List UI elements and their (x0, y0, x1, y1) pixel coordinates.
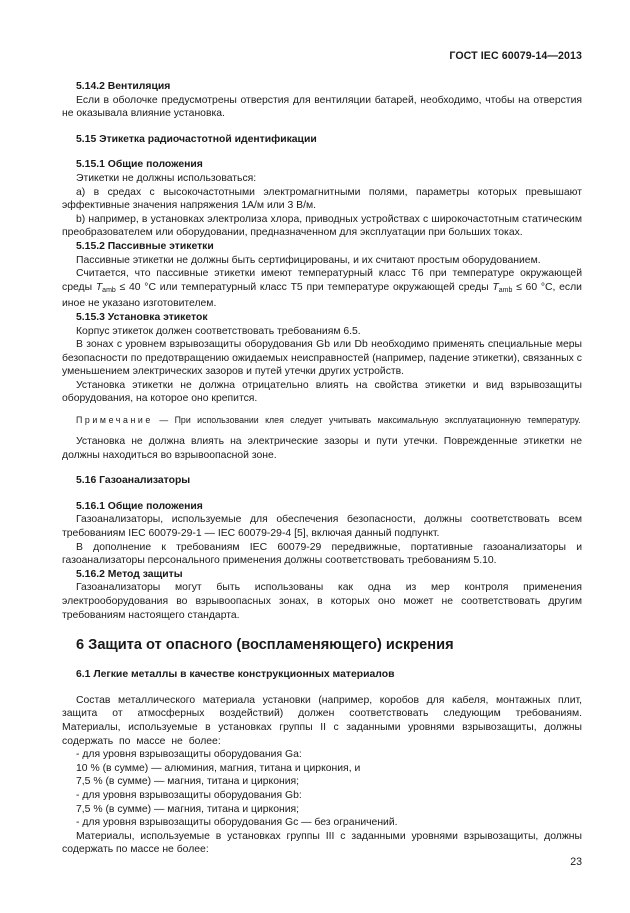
list-item: - для уровня взрывозащиты оборудования Ga: (76, 749, 302, 761)
list-item: 10 % (в сумме) — алюминия, магния, титана и циркония, и (76, 762, 361, 774)
heading-5-16-1: 5.16.1 Общие положения (76, 500, 203, 512)
t-amb-subscript: amb (498, 286, 513, 294)
paragraph: Состав металлического материала установки (например, коробов для кабеля, монтажных плит, защита от атмосферных воздействий) должен соответствовать следующим требованиям. Материалы, используемые в установках группы II с заданными уровнями взрывозащиты, должны содержать по массе не более: (62, 694, 582, 747)
list-item: - для уровня взрывозащиты оборудования Gb: (76, 789, 302, 801)
paragraph: а) в средах с высокочастотными электромагнитными полями, параметры которых превышают эффективные значения напряжения 1А/м или 3 В/м. (62, 186, 582, 212)
paragraph: Установка не должна влиять на электрические зазоры и пути утечки. Поврежденные этикетки не должны находиться во взрывоопасной зоне. (62, 436, 582, 461)
heading-5-16: 5.16 Газоанализаторы (76, 475, 191, 487)
note-label: Примечание (76, 415, 153, 426)
paragraph: Газоанализаторы, используемые для обеспечения безопасности, должны соответствовать всем требованиям IEC 60079-29-1 — IEC 60079-29-4 [5], включая данный подпункт. (62, 514, 582, 540)
heading-6: 6 Защита от опасного (воспламеняющего) искрения (76, 637, 454, 654)
note (62, 414, 582, 426)
text-run: ≤ 60 °С, если иное не указано изготовителем. (62, 281, 582, 310)
paragraph: Этикетки не должны использоваться: (76, 172, 257, 184)
heading-5-15-3: 5.15.3 Установка этикеток (76, 311, 208, 323)
page-number: 23 (570, 856, 582, 868)
paragraph: В дополнение к требованиям IEC 60079-29 передвижные, портативные газоанализаторы и газоанализаторы персонального применения должны соответствовать требованиям 5.10. (62, 541, 582, 567)
list-item: - для уровня взрывозащиты оборудования Gc — без ограничений. (76, 817, 398, 829)
paragraph: b) например, в установках электролиза хлора, приводных устройствах с широкочастотным статическим преобразователем или оборудовании, предназначенном для эксплуатации при больших токах. (62, 213, 582, 239)
paragraph: Газоанализаторы могут быть использованы как одна из мер контроля применения электрооборудования во взрывоопасных зонах, в которых оно может не соответствовать другим требованиям настоящего стандарта. (62, 582, 582, 621)
t-amb-symbol: T (95, 281, 103, 293)
t-amb-symbol: T (492, 281, 499, 293)
heading-5-15: 5.15 Этикетка радиочастотной идентификации (76, 133, 317, 145)
t-amb-subscript: amb (102, 286, 116, 294)
text-run: Считается, что пассивные этикетки имеют температурный класс Т6 при температуре окружающей среды (62, 268, 582, 293)
heading-5-14-2: 5.14.2 Вентиляция (76, 81, 171, 92)
paragraph: Если в оболочке предусмотрены отверстия для вентиляции батарей, необходимо, чтобы на отверстия не оказывала влияние установка. (62, 94, 582, 120)
paragraph: Пассивные этикетки не должны быть сертифицированы, и их считают простым оборудованием. (76, 254, 541, 266)
paragraph: Установка этикетки не должна отрицательно влиять на свойства этикетки и вид взрывозащиты оборудования, на которое оно крепится. (62, 379, 582, 405)
heading-5-15-2: 5.15.2 Пассивные этикетки (76, 240, 214, 252)
list-item: 7,5 % (в сумме) — магния, титана и циркония; (76, 776, 300, 788)
standard-header: ГОСТ IEC 60079-14—2013 (449, 50, 582, 62)
document-body (62, 80, 582, 857)
paragraph: Материалы, используемые в установках группы III с заданными уровнями взрывозащиты, должны содержать по массе не более: (62, 830, 582, 856)
heading-6-1: 6.1 Легкие металлы в качестве конструкционных материалов (76, 669, 395, 681)
heading-5-16-2: 5.16.2 Метод защиты (76, 568, 183, 580)
paragraph-temperature-class (62, 267, 582, 311)
paragraph: В зонах с уровнем взрывозащиты оборудования Gb или Db необходимо применять специальные меры безопасности по предотвращению ожидаемых неисправностей (например, падение этикетки), связанных с уменьшением электрических зазоров и путей утечки других устройств. (62, 339, 582, 378)
note-text: — При использовании клея следует учитывать максимальную эксплуатационную температуру. (152, 415, 581, 426)
list-item: 7,5 % (в сумме) — магния, титана и циркония; (76, 803, 300, 815)
text-run: ≤ 40 °С или температурный класс Т5 при температуре окружающей среды (115, 281, 493, 293)
paragraph: Корпус этикеток должен соответствовать требованиям 6.5. (76, 325, 361, 337)
heading-5-15-1: 5.15.1 Общие положения (76, 159, 203, 171)
